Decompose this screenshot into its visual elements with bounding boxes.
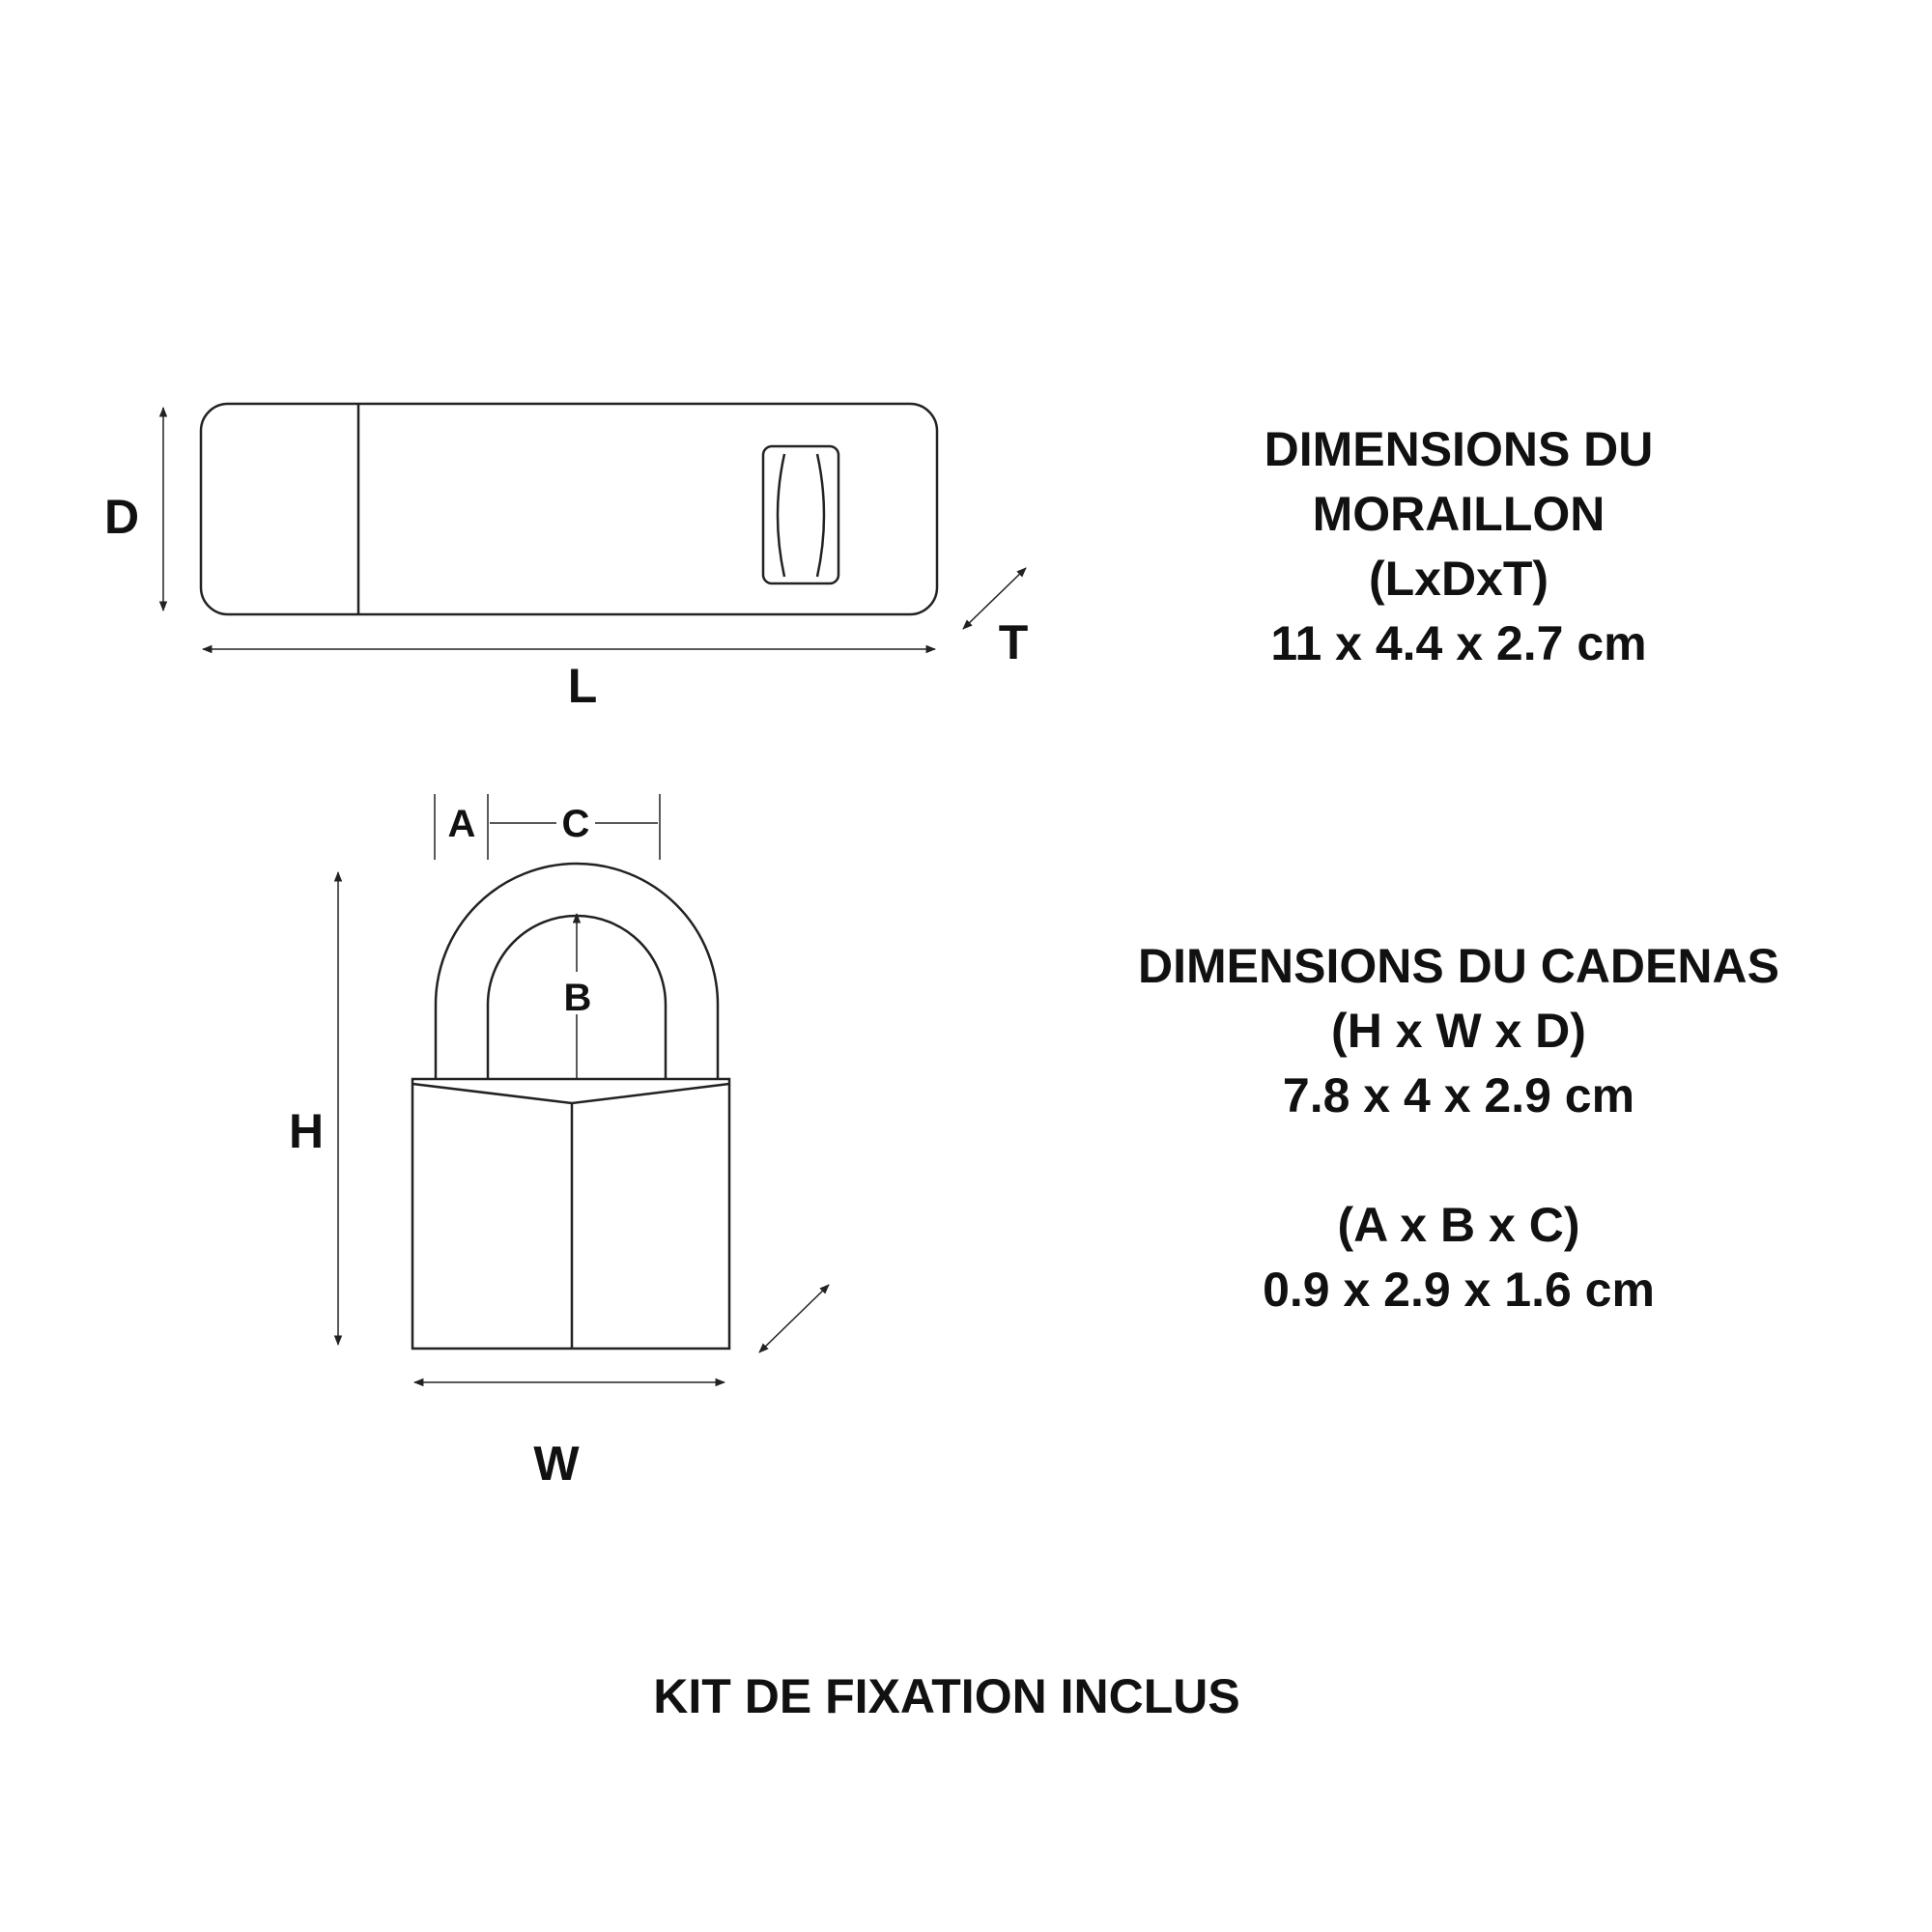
padlock-d-arrow — [759, 1285, 829, 1352]
padlock-drawing — [412, 864, 729, 1349]
hasp-staple-left-curve — [778, 454, 784, 577]
padlock-label-a: A — [447, 803, 476, 845]
hasp-staple-right-curve — [817, 454, 824, 577]
padlock-shackle-value: 0.9 x 2.9 x 1.6 cm — [1263, 1263, 1655, 1317]
hasp-label-t: T — [998, 615, 1029, 669]
hasp-dimensions-text — [1179, 417, 1739, 676]
hasp-drawing — [201, 404, 937, 614]
padlock-label-c: C — [561, 803, 590, 845]
hasp-dims-label: (LxDxT) — [1368, 552, 1549, 606]
padlock-label-h: H — [288, 1104, 325, 1158]
hasp-label-l: L — [567, 659, 598, 713]
hasp-dimension-lines — [163, 408, 1026, 649]
hasp-staple-slot — [763, 446, 838, 583]
padlock-title: DIMENSIONS DU CADENAS — [1138, 939, 1779, 993]
hasp-dims-value: 11 x 4.4 x 2.7 cm — [1270, 616, 1647, 670]
hasp-title-line2: MORAILLON — [1312, 487, 1605, 541]
hasp-title-line1: DIMENSIONS DU — [1264, 422, 1654, 476]
padlock-shackle-label: (A x B x C) — [1337, 1198, 1580, 1252]
padlock-label-w: W — [533, 1436, 580, 1491]
padlock-dimensions-text — [1072, 934, 1845, 1322]
padlock-top-bevel — [412, 1084, 729, 1103]
padlock-label-b: B — [563, 977, 592, 1019]
footer-note: KIT DE FIXATION INCLUS — [653, 1669, 1240, 1723]
padlock-dims-value: 7.8 x 4 x 2.9 cm — [1282, 1068, 1635, 1122]
padlock-dims-label: (H x W x D) — [1331, 1004, 1586, 1058]
hasp-label-d: D — [103, 490, 140, 544]
